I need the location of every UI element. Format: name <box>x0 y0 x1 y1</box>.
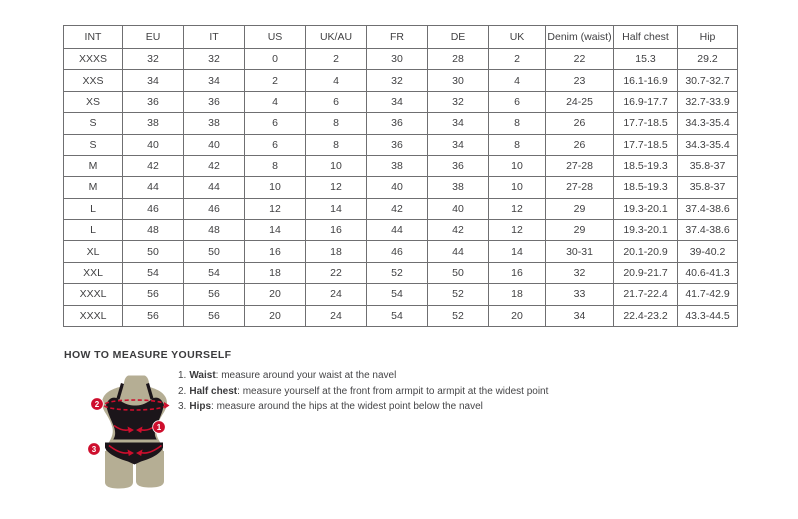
value-cell: 8 <box>489 113 546 134</box>
value-cell: 12 <box>489 220 546 241</box>
value-cell: 28 <box>428 49 489 70</box>
value-cell: 38 <box>123 113 184 134</box>
value-cell: 36 <box>123 91 184 112</box>
step-label: Waist <box>189 370 216 381</box>
value-cell: 36 <box>367 134 428 155</box>
value-cell: 18 <box>245 262 306 283</box>
table-head <box>64 26 738 49</box>
value-cell: 36 <box>184 91 245 112</box>
waist-badge-number: 1 <box>156 423 162 432</box>
size-label-cell: M <box>64 155 123 176</box>
value-cell: 20.9-21.7 <box>614 262 678 283</box>
value-cell: 32 <box>546 262 614 283</box>
value-cell: 8 <box>245 155 306 176</box>
value-cell: 18.5-19.3 <box>614 155 678 176</box>
table-row <box>64 155 738 176</box>
value-cell: 22.4-23.2 <box>614 305 678 327</box>
value-cell: 38 <box>428 177 489 198</box>
value-cell: 50 <box>428 262 489 283</box>
value-cell: 4 <box>245 91 306 112</box>
column-header: Hip <box>678 26 738 49</box>
value-cell: 8 <box>306 113 367 134</box>
column-header: Half chest <box>614 26 678 49</box>
measurement-figure <box>84 375 180 496</box>
value-cell: 30.7-32.7 <box>678 70 738 91</box>
value-cell: 44 <box>367 220 428 241</box>
value-cell: 18.5-19.3 <box>614 177 678 198</box>
value-cell: 30 <box>367 49 428 70</box>
value-cell: 56 <box>123 284 184 305</box>
value-cell: 27-28 <box>546 177 614 198</box>
value-cell: 23 <box>546 70 614 91</box>
value-cell: 34.3-35.4 <box>678 134 738 155</box>
table-row <box>64 220 738 241</box>
value-cell: 38 <box>184 113 245 134</box>
size-label-cell: XXL <box>64 262 123 283</box>
size-label-cell: M <box>64 177 123 198</box>
column-header: UK/AU <box>306 26 367 49</box>
value-cell: 19.3-20.1 <box>614 198 678 219</box>
measure-heading: HOW TO MEASURE YOURSELF <box>64 349 232 361</box>
value-cell: 36 <box>428 155 489 176</box>
value-cell: 42 <box>184 155 245 176</box>
value-cell: 34 <box>428 134 489 155</box>
table-row <box>64 241 738 262</box>
value-cell: 46 <box>184 198 245 219</box>
value-cell: 36 <box>367 113 428 134</box>
value-cell: 20 <box>489 305 546 327</box>
value-cell: 52 <box>428 305 489 327</box>
table-row <box>64 91 738 112</box>
step-number: 2. <box>178 385 187 397</box>
size-chart-table <box>63 25 738 327</box>
table-row <box>64 198 738 219</box>
value-cell: 32 <box>367 70 428 91</box>
value-cell: 41.7-42.9 <box>678 284 738 305</box>
value-cell: 4 <box>306 70 367 91</box>
value-cell: 10 <box>306 155 367 176</box>
value-cell: 48 <box>123 220 184 241</box>
value-cell: 48 <box>184 220 245 241</box>
table-row <box>64 134 738 155</box>
measure-step <box>178 368 738 384</box>
value-cell: 6 <box>245 113 306 134</box>
step-label: Half chest <box>189 385 238 397</box>
step-text: : measure yourself at the front from armpit to armpit at the widest point <box>237 385 549 397</box>
value-cell: 34 <box>184 70 245 91</box>
value-cell: 40 <box>367 177 428 198</box>
value-cell: 22 <box>306 262 367 283</box>
value-cell: 44 <box>428 241 489 262</box>
value-cell: 34 <box>367 91 428 112</box>
value-cell: 15.3 <box>614 49 678 70</box>
value-cell: 18 <box>489 284 546 305</box>
size-label-cell: XXXL <box>64 284 123 305</box>
value-cell: 34 <box>428 113 489 134</box>
value-cell: 54 <box>367 305 428 327</box>
value-cell: 38 <box>367 155 428 176</box>
value-cell: 54 <box>184 262 245 283</box>
value-cell: 2 <box>306 49 367 70</box>
value-cell: 12 <box>306 177 367 198</box>
size-label-cell: L <box>64 220 123 241</box>
value-cell: 10 <box>245 177 306 198</box>
value-cell: 56 <box>123 305 184 327</box>
value-cell: 22 <box>546 49 614 70</box>
value-cell: 18 <box>306 241 367 262</box>
value-cell: 17.7-18.5 <box>614 113 678 134</box>
value-cell: 40 <box>428 198 489 219</box>
value-cell: 34.3-35.4 <box>678 113 738 134</box>
value-cell: 40 <box>123 134 184 155</box>
chest-badge-number: 2 <box>94 400 100 409</box>
column-header: DE <box>428 26 489 49</box>
size-label-cell: XXXL <box>64 305 123 327</box>
table-row <box>64 49 738 70</box>
table-row <box>64 113 738 134</box>
value-cell: 44 <box>184 177 245 198</box>
value-cell: 35.8-37 <box>678 177 738 198</box>
value-cell: 50 <box>184 241 245 262</box>
column-header: EU <box>123 26 184 49</box>
value-cell: 19.3-20.1 <box>614 220 678 241</box>
value-cell: 24-25 <box>546 91 614 112</box>
value-cell: 6 <box>306 91 367 112</box>
step-label: Hips <box>189 401 212 412</box>
step-number: 1. <box>178 370 187 381</box>
value-cell: 29 <box>546 198 614 219</box>
size-label-cell: S <box>64 113 123 134</box>
column-header: INT <box>64 26 123 49</box>
value-cell: 40 <box>184 134 245 155</box>
column-header: FR <box>367 26 428 49</box>
table-row <box>64 177 738 198</box>
column-header: US <box>245 26 306 49</box>
value-cell: 16.9-17.7 <box>614 91 678 112</box>
column-header: UK <box>489 26 546 49</box>
step-text: : measure around your waist at the navel <box>215 370 397 381</box>
value-cell: 30-31 <box>546 241 614 262</box>
value-cell: 26 <box>546 113 614 134</box>
value-cell: 24 <box>306 284 367 305</box>
step-text: : measure around the hips at the widest point below the navel <box>211 401 483 412</box>
value-cell: 54 <box>367 284 428 305</box>
value-cell: 42 <box>123 155 184 176</box>
table-row <box>64 284 738 305</box>
value-cell: 34 <box>546 305 614 327</box>
value-cell: 32 <box>184 49 245 70</box>
hips-badge-number: 3 <box>91 445 97 454</box>
value-cell: 16.1-16.9 <box>614 70 678 91</box>
size-label-cell: XXXS <box>64 49 123 70</box>
value-cell: 0 <box>245 49 306 70</box>
value-cell: 37.4-38.6 <box>678 198 738 219</box>
value-cell: 56 <box>184 284 245 305</box>
value-cell: 6 <box>245 134 306 155</box>
value-cell: 46 <box>367 241 428 262</box>
value-cell: 34 <box>123 70 184 91</box>
value-cell: 33 <box>546 284 614 305</box>
value-cell: 2 <box>489 49 546 70</box>
value-cell: 37.4-38.6 <box>678 220 738 241</box>
value-cell: 29.2 <box>678 49 738 70</box>
column-header: Denim (waist) <box>546 26 614 49</box>
value-cell: 35.8-37 <box>678 155 738 176</box>
value-cell: 54 <box>123 262 184 283</box>
value-cell: 46 <box>123 198 184 219</box>
table-row <box>64 262 738 283</box>
measure-steps-list <box>178 368 738 415</box>
value-cell: 16 <box>245 241 306 262</box>
value-cell: 39-40.2 <box>678 241 738 262</box>
value-cell: 20 <box>245 305 306 327</box>
value-cell: 29 <box>546 220 614 241</box>
value-cell: 44 <box>123 177 184 198</box>
value-cell: 50 <box>123 241 184 262</box>
value-cell: 8 <box>306 134 367 155</box>
column-header: IT <box>184 26 245 49</box>
value-cell: 56 <box>184 305 245 327</box>
size-label-cell: XS <box>64 91 123 112</box>
size-label-cell: XL <box>64 241 123 262</box>
value-cell: 42 <box>367 198 428 219</box>
value-cell: 43.3-44.5 <box>678 305 738 327</box>
value-cell: 14 <box>245 220 306 241</box>
value-cell: 14 <box>489 241 546 262</box>
value-cell: 42 <box>428 220 489 241</box>
value-cell: 52 <box>428 284 489 305</box>
value-cell: 21.7-22.4 <box>614 284 678 305</box>
value-cell: 32 <box>123 49 184 70</box>
measure-step <box>178 384 738 400</box>
value-cell: 52 <box>367 262 428 283</box>
value-cell: 17.7-18.5 <box>614 134 678 155</box>
value-cell: 20.1-20.9 <box>614 241 678 262</box>
value-cell: 26 <box>546 134 614 155</box>
value-cell: 24 <box>306 305 367 327</box>
table-row <box>64 70 738 91</box>
value-cell: 27-28 <box>546 155 614 176</box>
value-cell: 6 <box>489 91 546 112</box>
value-cell: 32 <box>428 91 489 112</box>
measure-step <box>178 399 738 415</box>
value-cell: 12 <box>489 198 546 219</box>
size-label-cell: L <box>64 198 123 219</box>
mannequin-illustration <box>84 375 180 496</box>
value-cell: 30 <box>428 70 489 91</box>
size-label-cell: XXS <box>64 70 123 91</box>
table-body <box>64 49 738 327</box>
size-label-cell: S <box>64 134 123 155</box>
value-cell: 12 <box>245 198 306 219</box>
value-cell: 10 <box>489 155 546 176</box>
value-cell: 40.6-41.3 <box>678 262 738 283</box>
value-cell: 14 <box>306 198 367 219</box>
value-cell: 16 <box>306 220 367 241</box>
value-cell: 8 <box>489 134 546 155</box>
table-row <box>64 305 738 327</box>
step-number: 3. <box>178 401 187 412</box>
value-cell: 20 <box>245 284 306 305</box>
value-cell: 2 <box>245 70 306 91</box>
value-cell: 32.7-33.9 <box>678 91 738 112</box>
value-cell: 4 <box>489 70 546 91</box>
value-cell: 10 <box>489 177 546 198</box>
table-header-row <box>64 26 738 49</box>
value-cell: 16 <box>489 262 546 283</box>
